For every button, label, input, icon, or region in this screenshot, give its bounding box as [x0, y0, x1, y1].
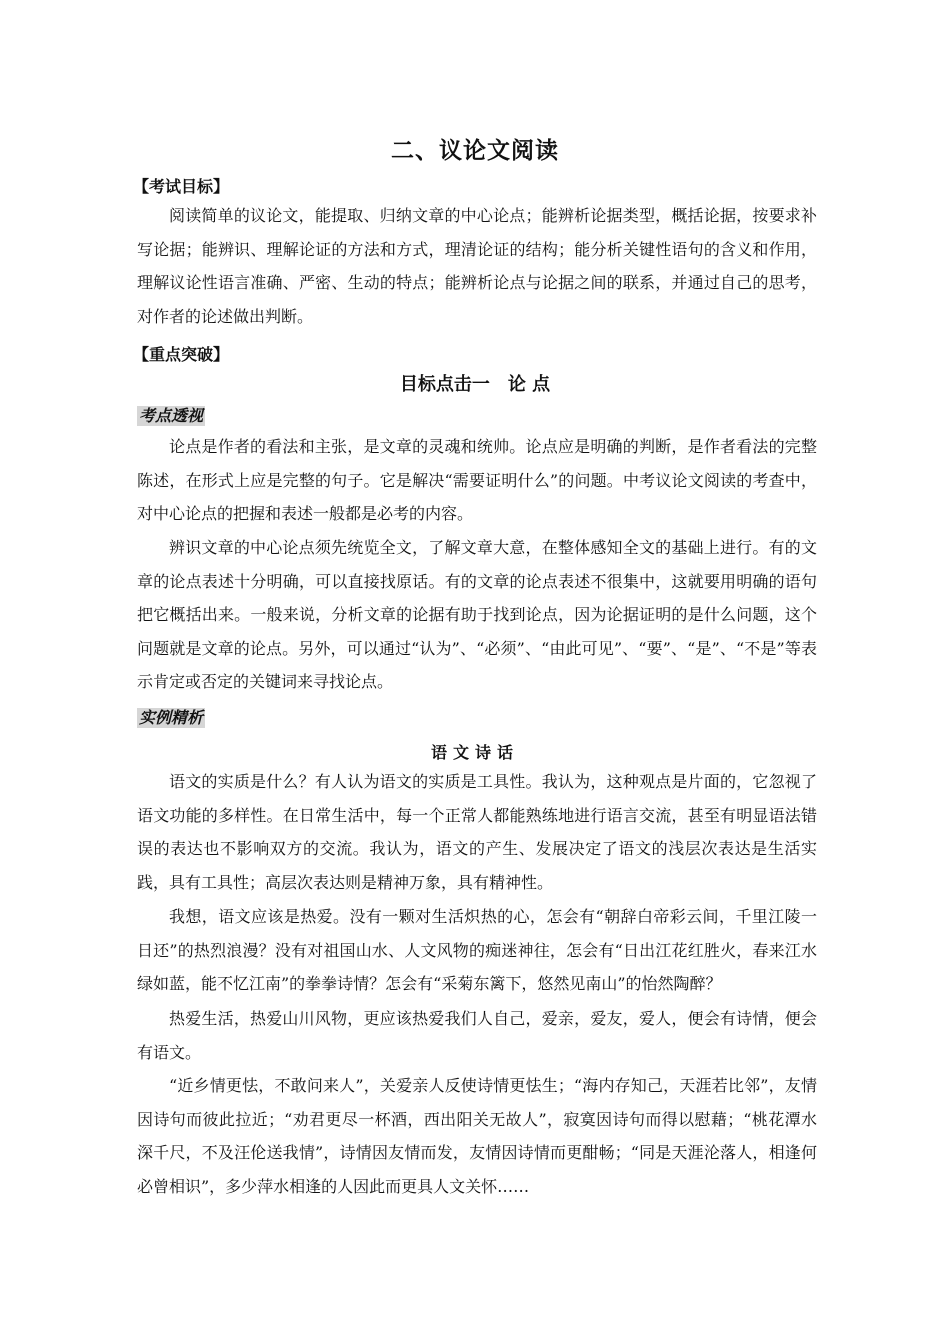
key-points-heading: 【重点突破】 — [133, 345, 230, 364]
page-title: 二、议论文阅读 — [391, 138, 559, 164]
shili-tag: 实例精析 — [139, 708, 204, 727]
exam-goal-heading: 【考试目标】 — [133, 177, 230, 196]
essay-paragraph-3: 热爱生活，热爱山川风物，更应该热爱我们人自己，爱亲，爱友，爱人，便会有诗情，便会有语文。 — [137, 1009, 817, 1062]
kaodian-paragraph-1: 论点是作者的看法和主张，是文章的灵魂和统帅。论点应是明确的判断，是作者看法的完整陈述，在形式上应是完整的句子。它是解决“需要证明什么”的问题。中考议论文阅读的考查中，对中心论点的把握和表述一般都是必考的内容。 — [137, 437, 817, 523]
essay-paragraph-4: “近乡情更怯，不敢问来人”，关爱亲人反使诗情更怯生；“海内存知己，天涯若比邻”，友情因诗句而彼此拉近；“劝君更尽一杯酒，西出阳关无故人”，寂寞因诗句而得以慰藉；“桃花潭水深千尺，不及汪伦送我情”，诗情因友情而发，友情因诗情而更酣畅；“同是天涯沦落人，相逢何必曾相识”，多少萍水相逢的人因此而更具人文关怀…… — [137, 1076, 817, 1196]
kaodian-paragraph-2: 辨识文章的中心论点须先统览全文，了解文章大意，在整体感知全文的基础上进行。有的文章的论点表述十分明确，可以直接找原话。有的文章的论点表述不很集中，这就要用明确的语句把它概括出来。一般来说，分析文章的论据有助于找到论点，因为论据证明的是什么问题，这个问题就是文章的论点。另外，可以通过“认为”、“必须”、“由此可见”、“要”、“是”、“不是”等表示肯定或否定的关键词来寻找论点。 — [137, 538, 817, 691]
target-heading: 目标点击一 论 点 — [399, 374, 551, 395]
essay-paragraph-1: 语文的实质是什么？有人认为语文的实质是工具性。我认为，这种观点是片面的，它忽视了语文功能的多样性。在日常生活中，每一个正常人都能熟练地进行语言交流，甚至有明显语法错误的表达也不影响双方的交流。我认为，语文的产生、发展决定了语文的浅层次表达是生活实践，具有工具性；高层次表达则是精神万象，具有精神性。 — [137, 772, 817, 892]
essay-paragraph-2: 我想，语文应该是热爱。没有一颗对生活炽热的心，怎会有“朝辞白帝彩云间，千里江陵一日还”的热烈浪漫？没有对祖国山水、人文风物的痴迷神往，怎会有“日出江花红胜火，春来江水绿如蓝，能不忆江南”的拳拳诗情？怎会有“采菊东篱下，悠然见南山”的怡然陶醉？ — [137, 907, 817, 993]
exam-goal-paragraph: 阅读简单的议论文，能提取、归纳文章的中心论点；能辨析论据类型，概括论据，按要求补写论据；能辨识、理解论证的方法和方式，理清论证的结构；能分析关键性语句的含义和作用，理解议论性语言准确、严密、生动的特点；能辨析论点与论据之间的联系，并通过自己的思考，对作者的论述做出判断。 — [137, 206, 817, 326]
essay-title: 语文诗话 — [430, 743, 519, 762]
kaodian-tag: 考点透视 — [139, 406, 204, 425]
